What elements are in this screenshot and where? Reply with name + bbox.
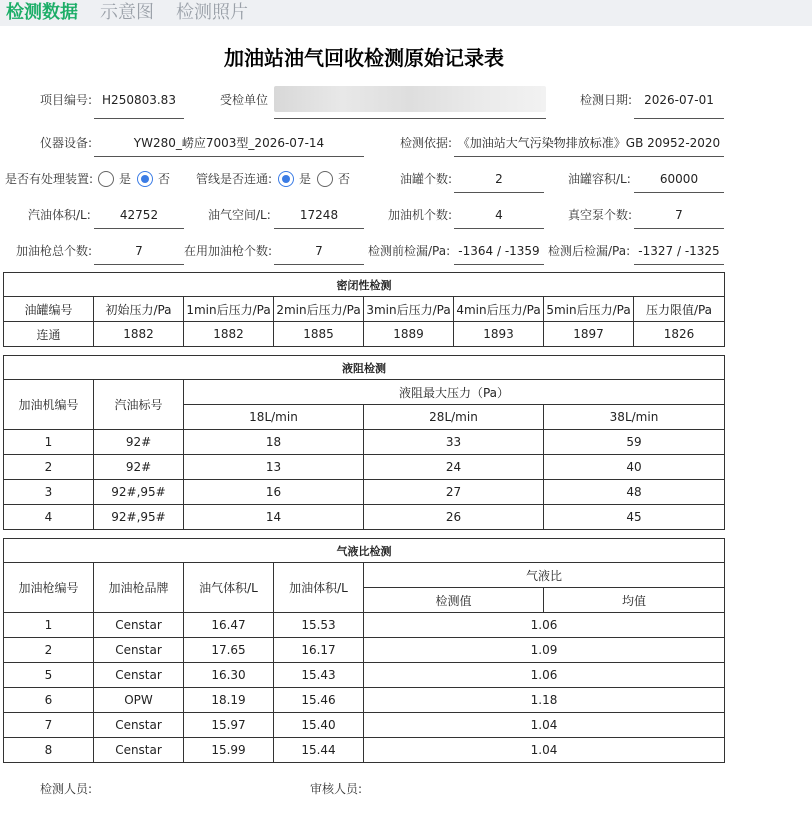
table-row [4,713,725,738]
table-header: 检测值 [364,588,544,613]
table-header: 液阻最大压力（Pa） [184,380,725,405]
treatment-label: 是否有处理装置: [5,172,94,186]
table-cell: 2 [4,638,94,663]
vapor-space-label: 油气空间/L: [208,208,271,222]
table-cell: 92# [94,430,184,455]
table-header: 加油体积/L [274,563,364,613]
table-cell: 40 [544,455,725,480]
unit-label: 受检单位 [220,93,269,107]
table-header: 汽油标号 [94,380,184,430]
table-header: 加油机编号 [4,380,94,430]
gas-volume-underline [94,228,184,229]
table-header: 气液比 [364,563,725,588]
table-cell: OPW [94,688,184,713]
table-row [4,663,725,688]
table-cell: 15.44 [274,738,364,763]
table-cell: 1885 [274,322,364,347]
table-row [4,505,725,530]
pre-leak-value: -1364 / -1359 [458,244,540,258]
tank-count-label: 油罐个数: [400,172,453,186]
table-cell: 24 [364,455,544,480]
table-cell: 1.09 [364,638,725,663]
table-row [4,613,725,638]
device-underline [94,156,364,157]
resistance-table [3,355,725,530]
tank-volume-label: 油罐容积/L: [568,172,631,186]
date-underline [634,118,724,119]
basis-label: 检测依据: [400,136,453,150]
ratio-title: 气液比检测 [4,539,725,563]
treatment-yes-label: 是 [119,172,132,186]
post-leak-label: 检测后检漏/Pa: [548,244,631,258]
table-cell: 4 [4,505,94,530]
table-cell: Censtar [94,738,184,763]
table-row [4,322,725,347]
table-header: 3min后压力/Pa [364,297,454,322]
project-no-underline [94,118,184,119]
table-header: 4min后压力/Pa [454,297,544,322]
dispenser-count-underline [454,228,544,229]
table-row [4,688,725,713]
ratio-table [3,538,725,763]
table-header: 28L/min [364,405,544,430]
table-cell: 1889 [364,322,454,347]
nozzle-used-label: 在用加油枪个数: [184,244,273,258]
table-cell: 5 [4,663,94,688]
device-label: 仪器设备: [40,136,93,150]
table-cell: 92#,95# [94,505,184,530]
table-header: 压力限值/Pa [634,297,725,322]
table-cell: 45 [544,505,725,530]
table-cell: Censtar [94,663,184,688]
pipeline-no-radio[interactable] [317,171,333,187]
table-cell: 1.06 [364,663,725,688]
vacuum-pump-value: 7 [675,208,683,222]
inspector-label: 检测人员: [40,782,93,796]
table-cell: 26 [364,505,544,530]
nozzle-used-underline [274,264,364,265]
table-header: 加油枪编号 [4,563,94,613]
airtightness-title: 密闭性检测 [4,273,725,297]
table-cell: 1882 [184,322,274,347]
table-cell: 1.04 [364,713,725,738]
dispenser-count-label: 加油机个数: [388,208,453,222]
tab-bar [0,0,812,26]
table-row [4,638,725,663]
treatment-no-radio[interactable] [137,171,153,187]
table-cell: Censtar [94,713,184,738]
table-cell: 27 [364,480,544,505]
table-header: 5min后压力/Pa [544,297,634,322]
reviewer-label: 审核人员: [310,782,363,796]
table-cell: 15.53 [274,613,364,638]
table-cell: 1 [4,430,94,455]
table-cell: 连通 [4,322,94,347]
table-header: 油罐编号 [4,297,94,322]
table-header: 均值 [544,588,725,613]
device-value: YW280_崂应7003型_2026-07-14 [133,136,325,150]
nozzle-total-underline [94,264,184,265]
tank-volume-underline [634,192,724,193]
table-cell: 15.43 [274,663,364,688]
table-row [4,455,725,480]
table-cell: 17.65 [184,638,274,663]
tab-inspection-data[interactable]: 检测数据 [6,2,78,23]
treatment-yes-radio[interactable] [98,171,114,187]
resistance-title: 液阻检测 [4,356,725,380]
nozzle-total-value: 7 [135,244,143,258]
table-header: 油气体积/L [184,563,274,613]
table-cell: 16.30 [184,663,274,688]
table-cell: 15.40 [274,713,364,738]
table-cell: 1882 [94,322,184,347]
table-cell: 18 [184,430,364,455]
table-cell: 15.97 [184,713,274,738]
table-cell: 6 [4,688,94,713]
table-cell: 16 [184,480,364,505]
table-cell: 16.47 [184,613,274,638]
pre-leak-underline [454,264,544,265]
table-cell: 15.46 [274,688,364,713]
table-cell: 8 [4,738,94,763]
vacuum-pump-label: 真空泵个数: [568,208,633,222]
vapor-space-underline [274,228,364,229]
nozzle-used-value: 7 [315,244,323,258]
table-cell: 3 [4,480,94,505]
table-row [4,738,725,763]
airtightness-table [3,272,725,347]
vapor-space-value: 17248 [299,208,339,222]
table-cell: 2 [4,455,94,480]
table-cell: 92# [94,455,184,480]
table-header: 2min后压力/Pa [274,297,364,322]
table-cell: 13 [184,455,364,480]
table-cell: 92#,95# [94,480,184,505]
table-cell: 14 [184,505,364,530]
tank-count-value: 2 [495,172,503,186]
table-cell: 1.06 [364,613,725,638]
date-value: 2026-07-01 [644,93,714,107]
table-cell: 15.99 [184,738,274,763]
table-cell: 33 [364,430,544,455]
date-label: 检测日期: [580,93,633,107]
unit-underline [274,118,546,119]
table-cell: 1 [4,613,94,638]
table-cell: Censtar [94,638,184,663]
table-cell: 48 [544,480,725,505]
table-header: 1min后压力/Pa [184,297,274,322]
page-title: 加油站油气回收检测原始记录表 [224,46,504,70]
basis-underline [454,156,724,157]
table-cell: 59 [544,430,725,455]
pre-leak-label: 检测前检漏/Pa: [368,244,451,258]
table-cell: 16.17 [274,638,364,663]
tab-diagram[interactable]: 示意图 [100,2,154,23]
table-cell: Censtar [94,613,184,638]
table-header: 加油枪品牌 [94,563,184,613]
table-cell: 1826 [634,322,725,347]
pipeline-yes-radio[interactable] [278,171,294,187]
table-header: 初始压力/Pa [94,297,184,322]
vacuum-pump-underline [634,228,724,229]
project-no-label: 项目编号: [40,93,93,107]
treatment-no-label: 否 [158,172,171,186]
table-cell: 1.04 [364,738,725,763]
tab-photos[interactable]: 检测照片 [176,2,248,23]
post-leak-underline [634,264,724,265]
dispenser-count-value: 4 [495,208,503,222]
table-row [4,480,725,505]
gas-volume-label: 汽油体积/L: [28,208,91,222]
gas-volume-value: 42752 [119,208,159,222]
table-cell: 7 [4,713,94,738]
pipeline-label: 管线是否连通: [196,172,273,186]
table-cell: 18.19 [184,688,274,713]
tank-volume-value: 60000 [659,172,699,186]
project-no-value: H250803.83 [102,93,176,107]
unit-value-redacted [274,86,546,112]
basis-value: 《加油站大气污染物排放标准》GB 20952-2020 [457,136,721,150]
pipeline-no-label: 否 [338,172,351,186]
table-header: 18L/min [184,405,364,430]
post-leak-value: -1327 / -1325 [638,244,720,258]
table-header: 38L/min [544,405,725,430]
table-cell: 1897 [544,322,634,347]
nozzle-total-label: 加油枪总个数: [16,244,93,258]
table-row [4,430,725,455]
table-cell: 1893 [454,322,544,347]
tank-count-underline [454,192,544,193]
table-cell: 1.18 [364,688,725,713]
pipeline-yes-label: 是 [299,172,312,186]
